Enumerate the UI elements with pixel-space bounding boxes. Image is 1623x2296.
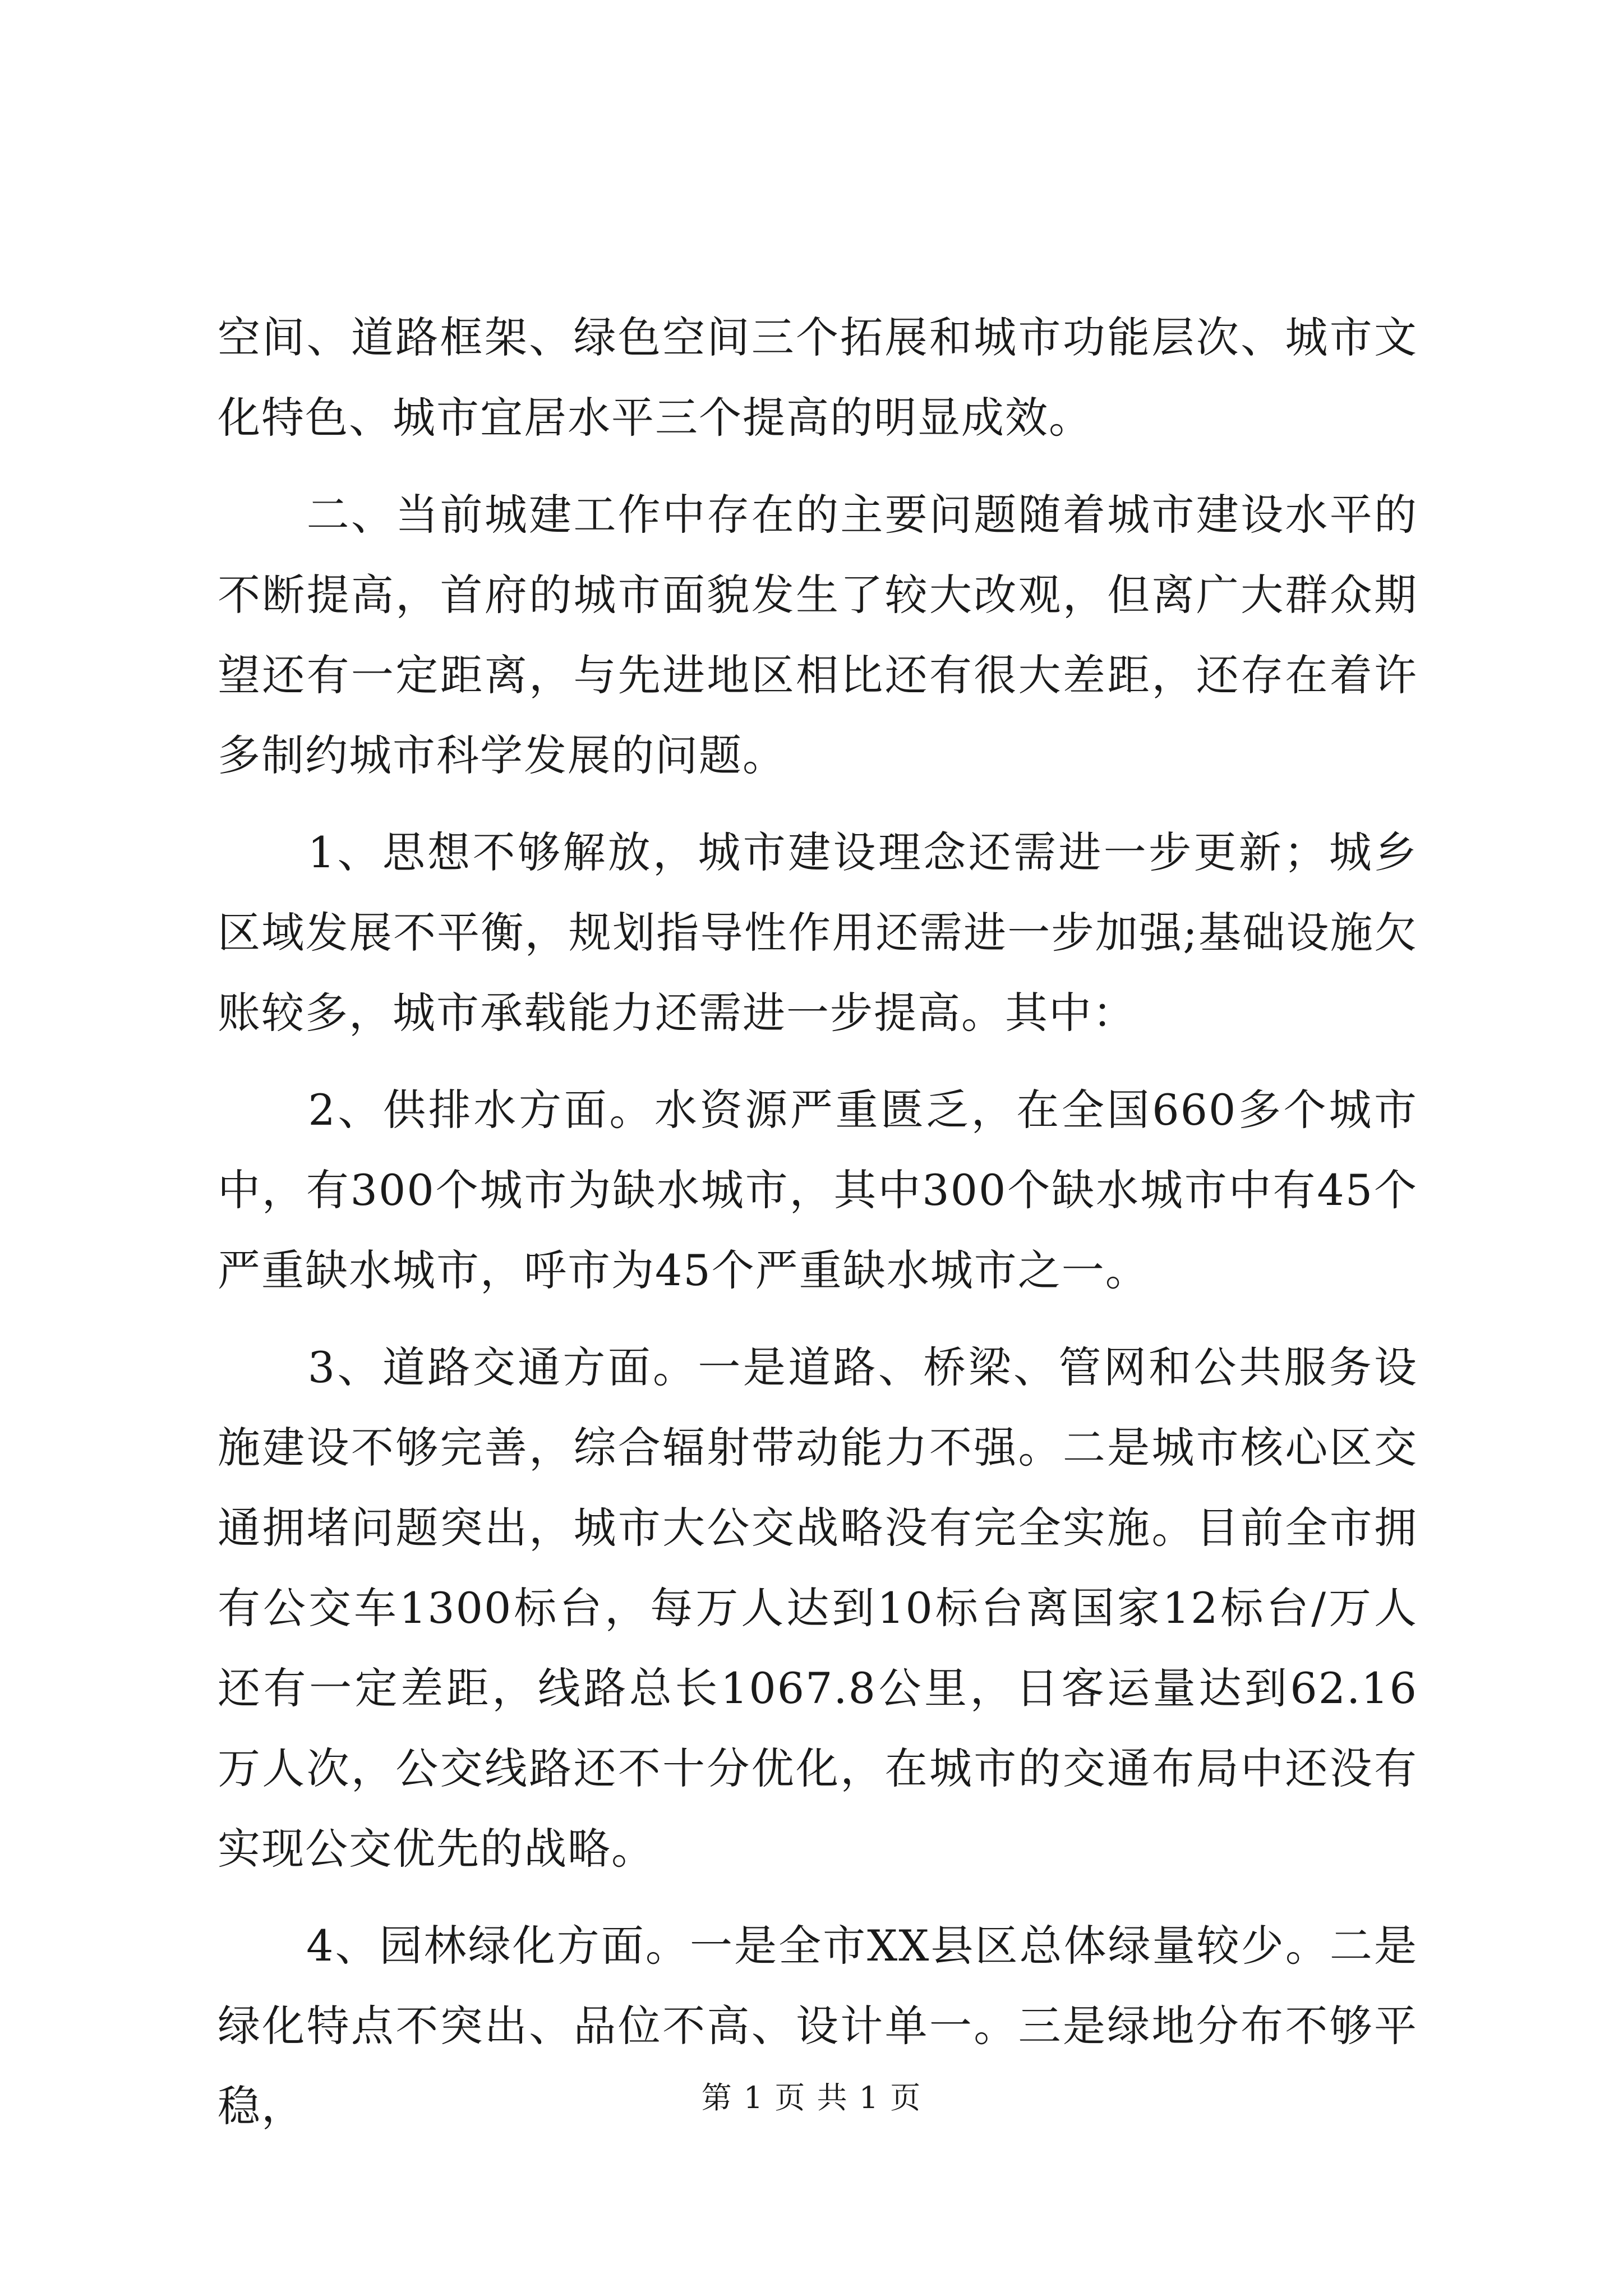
paragraph-item-4: 4、园林绿化方面。一是全市XX县区总体绿量较少。二是绿化特点不突出、品位不高、设计单一。三是绿地分布不够平稳，	[218, 1921, 1418, 2131]
paragraph-item-3: 3、道路交通方面。一是道路、桥梁、管网和公共服务设施建设不够完善，综合辐射带动能力不强。二是城市核心区交通拥堵问题突出，城市大公交战略没有完全实施。目前全市拥有公交车1300标台，每万人达到10标台离国家12标台/万人还有一定差距，线路总长1067.8公里，日客运量达到62.16万人次，公交线路还不十分优化，在城市的交通布局中还没有实现公交优先的战略。	[218, 1342, 1418, 1874]
page-number-footer: 第 1 页 共 1 页	[701, 2080, 922, 2115]
document-body	[218, 297, 1418, 2163]
paragraph-item-1: 1、思想不够解放，城市建设理念还需进一步更新；城乡区域发展不平衡，规划指导性作用还需进一步加强;基础设施欠账较多，城市承载能力还需进一步提高。其中：	[218, 827, 1418, 1038]
paragraph-item-2: 2、供排水方面。水资源严重匮乏，在全国660多个城市中，有300个城市为缺水城市，其中300个缺水城市中有45个严重缺水城市，呼市为45个严重缺水城市之一。	[218, 1085, 1418, 1295]
paragraph-section-two: 二、当前城建工作中存在的主要问题随着城市建设水平的不断提高，首府的城市面貌发生了较大改观，但离广大群众期望还有一定距离，与先进地区相比还有很大差距，还存在着许多制约城市科学发展的问题。	[218, 490, 1418, 780]
paragraph-continuation: 空间、道路框架、绿色空间三个拓展和城市功能层次、城市文化特色、城市宜居水平三个提高的明显成效。	[218, 312, 1418, 443]
